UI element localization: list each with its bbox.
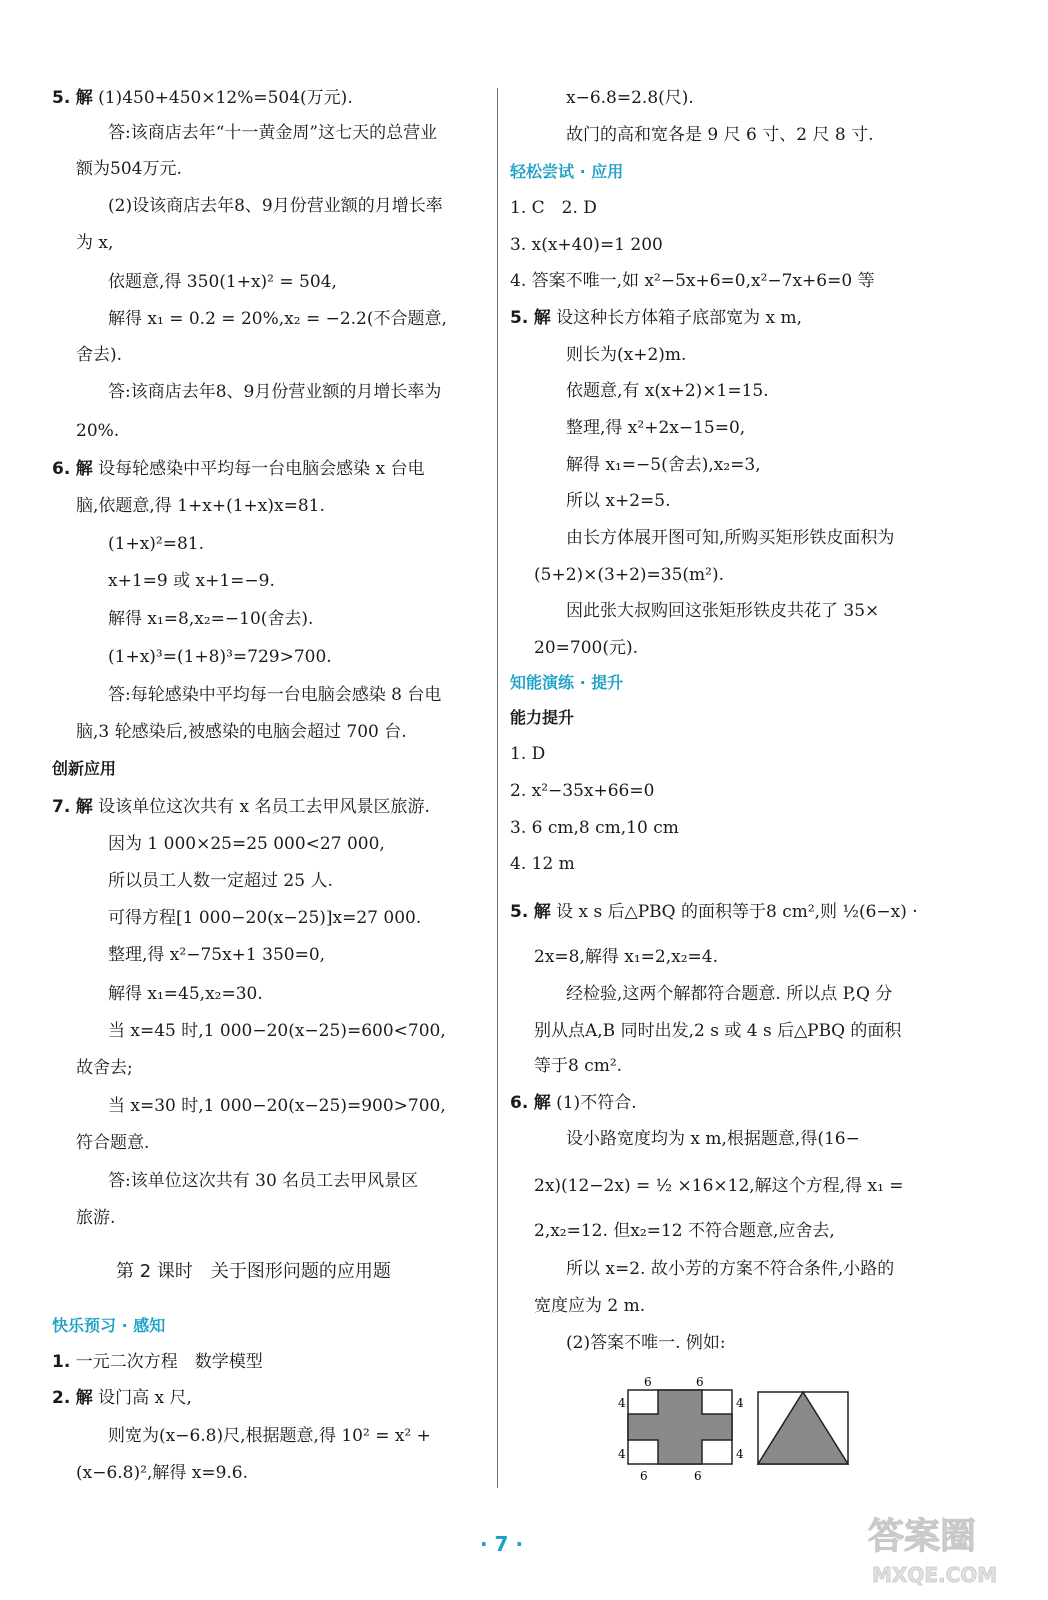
q5-line: 解得 x₁ = 0.2 = 20%,x₂ = −2.2(不合题意,	[108, 309, 447, 329]
try-answers: 1. C 2. D	[510, 198, 597, 218]
q6-line: x+1=9 或 x+1=−9.	[108, 571, 275, 591]
try-5-line: 由长方体展开图可知,所购买矩形铁皮面积为	[566, 528, 895, 548]
figure-label: 6	[640, 1469, 648, 1483]
ability-answer-3: 3. 6 cm,8 cm,10 cm	[510, 818, 679, 838]
ability-6-line: 6. 解 (1)不符合.	[510, 1093, 637, 1113]
door-line: 故门的高和宽各是 9 尺 6 寸、2 尺 8 寸.	[566, 125, 874, 145]
column-divider	[497, 88, 498, 1488]
lesson-title: 第 2 课时 关于图形问题的应用题	[116, 1261, 391, 1282]
section-preview-heading: 快乐预习 · 感知	[52, 1316, 166, 1335]
try-5-line: 则长为(x+2)m.	[566, 345, 687, 365]
ability-6-line: 设小路宽度均为 x m,根据题意,得(16−	[566, 1129, 860, 1149]
preview-line: 则宽为(x−6.8)尺,根据题意,得 10² = x² +	[108, 1426, 431, 1446]
cross-path-figure	[618, 1375, 744, 1483]
figure-label: 4	[618, 1447, 626, 1461]
section-try-heading: 轻松尝试 · 应用	[510, 162, 624, 181]
q7-line: 答:该单位这次共有 30 名员工去甲风景区	[108, 1171, 419, 1191]
q7-line: 因为 1 000×25=25 000<27 000,	[108, 834, 385, 854]
preview-item-1: 1. 一元二次方程 数学模型	[52, 1352, 263, 1372]
q6-line: (1+x)²=81.	[108, 534, 205, 554]
q7-line: 当 x=30 时,1 000−20(x−25)=900>700,	[108, 1096, 446, 1116]
ability-answer-4: 4. 12 m	[510, 854, 575, 874]
try-5-line: (5+2)×(3+2)=35(m²).	[534, 565, 725, 585]
q5-line: 20%.	[76, 421, 120, 441]
try-answer-4: 4. 答案不唯一,如 x²−5x+6=0,x²−7x+6=0 等	[510, 271, 875, 291]
q6-line: 脑,3 轮感染后,被感染的电脑会超过 700 台.	[76, 722, 407, 742]
answer-figure	[602, 1372, 862, 1484]
q6-line: 解得 x₁=8,x₂=−10(舍去).	[108, 609, 314, 629]
q7-line: 7. 解 设该单位这次共有 x 名员工去甲风景区旅游.	[52, 797, 430, 817]
q6-line: 6. 解 设每轮感染中平均每一台电脑会感染 x 台电	[52, 459, 425, 479]
q5-line: 依题意,得 350(1+x)² = 504,	[108, 272, 337, 292]
ability-5-line: 别从点A,B 同时出发,2 s 或 4 s 后△PBQ 的面积	[534, 1021, 902, 1041]
ability-heading: 能力提升	[510, 708, 575, 727]
preview-item-2: 2. 解 设门高 x 尺,	[52, 1388, 192, 1408]
watermark-url: MXQE.COM	[872, 1563, 998, 1587]
watermark-logo	[860, 1502, 1020, 1594]
figure-label: 4	[618, 1396, 626, 1410]
figure-label: 6	[644, 1375, 652, 1389]
q5-line: 答:该商店去年“十一黄金周”这七天的总营业	[108, 123, 438, 143]
try-5-line: 所以 x+2=5.	[566, 491, 671, 511]
preview-line: (x−6.8)²,解得 x=9.6.	[76, 1463, 249, 1483]
q7-line: 解得 x₁=45,x₂=30.	[108, 984, 263, 1004]
ability-6-line: (2)答案不唯一. 例如:	[566, 1333, 726, 1353]
ability-6-line: 2,x₂=12. 但x₂=12 不符合题意,应舍去,	[534, 1221, 835, 1241]
q5-line: 为 x,	[76, 233, 114, 253]
ability-5-line: 等于8 cm².	[534, 1056, 623, 1076]
q5-line: (2)设该商店去年8、9月份营业额的月增长率	[108, 196, 443, 216]
q5-line: 答:该商店去年8、9月份营业额的月增长率为	[108, 382, 442, 402]
section-skill-heading: 知能演练 · 提升	[510, 673, 624, 692]
figure-label: 6	[694, 1469, 702, 1483]
q7-line: 当 x=45 时,1 000−20(x−25)=600<700,	[108, 1021, 446, 1041]
try-5-line: 依题意,有 x(x+2)×1=15.	[566, 381, 769, 401]
try-5-line: 整理,得 x²+2x−15=0,	[566, 418, 746, 438]
figure-label: 4	[736, 1447, 744, 1461]
ability-answer-1: 1. D	[510, 744, 546, 764]
ability-6-line: 2x)(12−2x) = ½ ×16×12,解这个方程,得 x₁ =	[534, 1176, 904, 1196]
page-number: · 7 ·	[480, 1532, 524, 1556]
q6-line: 脑,依题意,得 1+x+(1+x)x=81.	[76, 496, 325, 516]
ability-6-line: 所以 x=2. 故小芳的方案不符合条件,小路的	[566, 1259, 895, 1279]
triangle-figure	[758, 1392, 848, 1464]
try-5-line: 20=700(元).	[534, 638, 638, 658]
ability-answer-2: 2. x²−35x+66=0	[510, 781, 655, 801]
q7-line: 所以员工人数一定超过 25 人.	[108, 871, 333, 891]
q6-line: 答:每轮感染中平均每一台电脑会感染 8 台电	[108, 685, 442, 705]
q5-line: 5. 解 (1)450+450×12%=504(万元).	[52, 88, 353, 108]
innovation-heading: 创新应用	[52, 759, 117, 778]
try-5-line: 因此张大叔购回这张矩形铁皮共花了 35×	[566, 601, 880, 621]
q7-line: 故舍去;	[76, 1058, 133, 1078]
watermark-text: 答案圈	[868, 1516, 977, 1557]
figure-label: 4	[736, 1396, 744, 1410]
ability-5-line: 经检验,这两个解都符合题意. 所以点 P,Q 分	[566, 984, 893, 1004]
ability-5-line: 5. 解 设 x s 后△PBQ 的面积等于8 cm²,则 ½(6−x) ·	[510, 902, 918, 922]
try-answer-3: 3. x(x+40)=1 200	[510, 235, 663, 255]
q5-line: 舍去).	[76, 345, 123, 365]
q5-line: 额为504万元.	[76, 159, 182, 179]
ability-5-line: 2x=8,解得 x₁=2,x₂=4.	[534, 947, 719, 967]
q7-line: 可得方程[1 000−20(x−25)]x=27 000.	[108, 908, 422, 928]
q6-line: (1+x)³=(1+8)³=729>700.	[108, 647, 332, 667]
ability-6-line: 宽度应为 2 m.	[534, 1296, 646, 1316]
q7-line: 旅游.	[76, 1208, 116, 1228]
q7-line: 符合题意.	[76, 1133, 150, 1153]
try-5-line: 解得 x₁=−5(舍去),x₂=3,	[566, 455, 761, 475]
try-5-line: 5. 解 设这种长方体箱子底部宽为 x m,	[510, 308, 803, 328]
door-line: x−6.8=2.8(尺).	[566, 88, 694, 108]
q7-line: 整理,得 x²−75x+1 350=0,	[108, 945, 326, 965]
figure-label: 6	[696, 1375, 704, 1389]
